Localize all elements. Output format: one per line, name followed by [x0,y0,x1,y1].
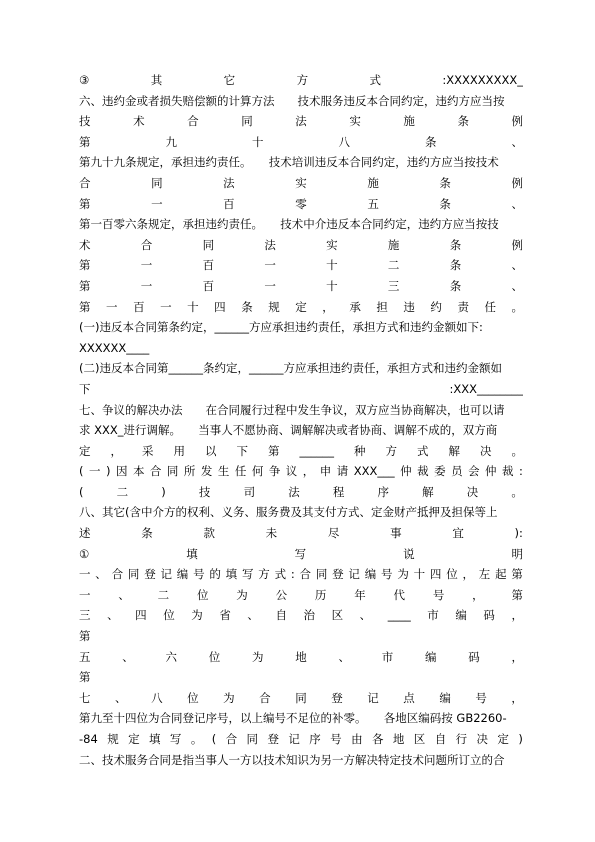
line-token: 司 [243,484,256,499]
line-token: 条 [449,278,462,293]
line-token: 位 [196,587,209,602]
line-token: 市 [381,649,394,664]
line-token: 十 [187,299,199,314]
line-token: 三 [79,608,91,623]
line-token: 条 [449,258,462,273]
line-token: 为 [397,567,409,582]
text-line: 二、技术服务合同是指当事人一方以技术知识为另一方解决特定技术问题所订立的合 [79,752,505,767]
line-token: 编 [364,567,377,582]
line-token: 记 [288,732,300,746]
text-line [79,544,523,565]
line-token: 说 [403,546,415,561]
text-line: 第九十九条规定，承担违约责任。 技术培训违反本合同约定，违约方应当按技术 [79,155,499,170]
line-token: 宜 [452,526,464,541]
line-token: 它 [223,73,236,87]
line-token: 九 [165,134,177,149]
line-token: ) [105,464,111,479]
line-token: 零 [295,196,307,211]
line-token: 术 [79,237,91,252]
line-token: 点 [403,690,415,705]
line-token: 施 [403,114,415,129]
line-token: 尽 [327,526,340,541]
line-token: 同 [202,237,215,252]
text-line [79,255,523,276]
line-token: 、 [359,608,372,623]
line-token: 地 [295,649,307,664]
line-token: ) [161,484,166,499]
line-token: 号 [475,690,487,705]
line-token: 六 [165,649,177,664]
line-token: 条 [241,299,253,314]
line-token: ____ [387,608,411,623]
text-line [79,729,523,750]
line-token: 地 [392,732,405,746]
line-token: ， [462,567,474,582]
line-token: 因 [115,464,128,479]
line-token: ① [79,546,90,561]
line-token: 解 [422,484,434,499]
line-token: 实 [326,237,338,252]
line-token: 裁 [417,464,429,479]
line-token: 所 [183,464,196,479]
line-token: 治 [303,608,315,623]
line-token: 第 [79,196,91,211]
line-token: 八 [151,690,163,705]
line-token: 定 [295,299,307,314]
line-token: 为 [223,690,235,705]
line-token: 一 [160,299,172,314]
line-token: 规 [268,299,280,314]
line-token: 规 [107,732,119,746]
line-token: 八 [338,134,350,149]
line-token: 登 [331,690,343,705]
line-token: 方 [385,443,397,458]
line-token: 合 [79,175,91,190]
line-token: 条 [141,526,153,541]
line-token: 、 [118,587,130,602]
line-token: 公 [275,587,288,602]
line-token: 请 [336,464,349,479]
line-token: 序 [377,484,389,499]
line-token: 施 [367,175,379,190]
line-token: 编 [176,567,189,582]
line-token: 、 [247,608,259,623]
line-token: 记 [160,567,172,582]
text-line: 第九至十四位为合同登记序号，以上编号不足位的补零。 各地区编码按 GB2260- [79,711,507,726]
line-token: 填 [225,567,238,582]
text-line: XXXXXX____ [79,340,150,355]
line-token: 款 [203,526,215,541]
line-token: ( [79,484,84,499]
line-token: 为 [236,587,248,602]
line-token: 第 [79,134,91,149]
line-token: 第 [79,258,91,273]
line-token: 登 [144,567,156,582]
line-token: 施 [387,237,400,252]
line-token: 二 [157,587,170,602]
line-token: 区 [331,608,344,623]
line-token: 自 [275,608,287,623]
line-token: 式 [274,567,287,582]
text-line: 第一百零六条规定，承担违约责任。 技术中介违反本合同约定，违约方应当按技 [79,217,499,232]
line-token: 何 [251,464,264,479]
line-token: ， [110,443,122,458]
line-token: 同 [295,690,307,705]
line-token: 条 [449,237,462,252]
line-token: 十 [252,134,264,149]
line-token: 左 [478,567,491,582]
line-token: 术 [133,114,145,129]
line-token: 方 [258,567,270,582]
line-token: 违 [403,299,415,314]
line-token: 位 [446,567,458,582]
line-token: 区 [413,732,426,746]
text-line: 六、违约金或者损失赔偿额的计算方法 技术服务违反本合同约定，违约方应当按 [79,93,505,108]
line-token: ______ [299,443,334,458]
line-token: 位 [208,649,221,664]
text-line [79,70,523,91]
text-line [79,441,523,462]
line-token: 三 [387,278,400,293]
line-token: 仲 [400,464,412,479]
document-page [79,70,523,770]
line-token: 决 [480,443,492,458]
text-line: 求 XXX_进行调解。 当事人不愿协商、调解解决或者协商、调解不成的，双方商 [79,423,498,438]
line-token: 第 [511,587,523,602]
line-token: 自 [434,732,447,746]
line-token: 合 [111,567,124,582]
line-token: 、 [95,567,107,582]
line-token: 条 [439,196,451,211]
line-token: -84 [79,732,98,746]
line-token: ( [79,464,84,479]
line-token: 第 [511,567,523,582]
line-token: 实 [349,114,361,129]
line-token: 下 [236,443,248,458]
line-token: 、 [511,134,523,149]
line-token: 号 [193,567,205,582]
line-token: 定 [497,732,509,746]
line-token: 式 [369,73,381,87]
line-token: 其 [150,73,163,87]
line-token: ， [511,690,523,705]
line-token: 程 [332,484,345,499]
line-token: 定 [79,443,91,458]
text-line [79,235,523,256]
line-token: 、 [511,258,523,273]
line-token: 百 [133,299,145,314]
line-token: 。 [511,443,523,458]
line-token: 议 [285,464,298,479]
text-line [79,276,523,297]
line-token: 十 [326,278,338,293]
line-token: 例 [511,175,523,190]
line-token: 登 [267,732,279,746]
line-token: 决 [476,732,489,746]
line-token: 、 [107,608,119,623]
line-token: 为 [252,649,264,664]
line-token: 下 [79,381,91,396]
text-line [79,297,523,318]
line-token: 位 [187,690,199,705]
line-token: ， [302,464,315,479]
line-token: 法 [223,175,235,190]
text-line: (一)违反本合同第条约定，______方应承担违约责任，承担方式和违约金额如下: [79,320,483,335]
line-token: ， [511,608,523,623]
text-line [79,523,523,544]
line-token: ， [511,649,523,664]
line-token: 二 [387,258,400,273]
line-token: 、 [511,278,523,293]
line-token: 行 [455,732,468,746]
line-token: 省 [219,608,231,623]
line-token: 条 [439,175,451,190]
line-token: ) [518,732,523,746]
line-token: 一 [79,587,91,602]
line-token: 员 [451,464,463,479]
line-token: 裁 [502,464,514,479]
line-token: 一 [79,567,91,582]
line-token: 号 [330,732,342,746]
line-token: 历 [314,587,327,602]
line-token: 第 [268,443,280,458]
line-token: 合 [149,464,162,479]
line-token: :XXX________ [449,381,523,396]
text-line [79,564,523,585]
line-token: 同 [315,567,328,582]
line-token: 责 [457,299,469,314]
line-token: 四 [135,608,147,623]
line-token: ， [472,587,484,602]
line-token: 第 [79,299,91,314]
line-token: 实 [295,175,307,190]
line-token: 一 [140,258,153,273]
line-token: 明 [511,546,523,561]
line-token: 十 [326,258,338,273]
line-token: 定 [128,732,140,746]
line-token: 条 [457,114,469,129]
text-line [79,482,523,503]
line-token: 四 [429,567,442,582]
line-token: 。 [190,732,203,746]
line-token: 法 [295,114,307,129]
text-line [79,111,523,132]
line-token: 百 [223,196,235,211]
text-line: (二)违反本合同第______条约定，______方应承担违约责任，承担方式和违约金额如 [79,361,502,376]
line-token: 解 [448,443,460,458]
line-token: 、 [115,690,127,705]
line-token: 式 [417,443,429,458]
text-line: 第 [79,629,91,644]
line-token: 法 [264,237,276,252]
line-token: :XXXXXXXXX_ [442,73,523,87]
line-token: 用 [173,443,185,458]
line-token: 市 [427,608,439,623]
line-token: 技 [198,484,211,499]
text-line [79,379,523,400]
line-token: 。 [511,484,523,499]
line-token: 条 [425,134,437,149]
line-token: 约 [430,299,442,314]
line-token: 号 [381,567,393,582]
line-token: 生 [217,464,230,479]
line-token: 任 [484,299,496,314]
text-line: 第 [79,670,91,685]
line-token: 任 [234,464,247,479]
line-token: 述 [79,526,91,541]
line-token: 一 [264,258,276,273]
line-token: 承 [349,299,361,314]
line-token: : [519,464,523,479]
line-token: 的 [209,567,221,582]
line-token: 码 [468,649,480,664]
line-token: 同 [151,175,163,190]
line-token: 二 [116,484,129,499]
line-token: 记 [348,567,360,582]
line-token: 决 [466,484,479,499]
line-token: ): [514,526,523,541]
line-token: 各 [371,732,384,746]
line-token: 十 [413,567,426,582]
line-token: 编 [455,608,467,623]
text-line: 七、争议的解决办法 在合同履行过程中发生争议，双方应当协商解决，也可以请 [79,402,505,417]
line-token: 例 [511,237,523,252]
line-token: XXX___ [353,464,395,479]
line-token: 合 [225,732,238,746]
line-token: 以 [205,443,217,458]
line-token: 、 [122,649,134,664]
line-token: 为 [191,608,203,623]
line-token: 代 [393,587,405,602]
line-token: 未 [265,526,278,541]
line-token: ③ [79,73,90,87]
line-token: 、 [511,196,523,211]
line-token: 码 [483,608,495,623]
line-token: 记 [367,690,379,705]
line-token: 发 [200,464,213,479]
line-token: 一 [151,196,163,211]
line-token: 同 [127,567,140,582]
line-token: 合 [187,114,199,129]
line-token: 。 [511,299,523,314]
line-token: 、 [338,649,350,664]
text-line [79,688,523,709]
line-token: 申 [319,464,332,479]
line-token: 号 [432,587,445,602]
line-token: 一 [106,299,118,314]
line-token: 登 [332,567,344,582]
line-token: 四 [214,299,226,314]
line-token: 法 [288,484,300,499]
line-token: ， [322,299,334,314]
line-token: 由 [351,732,363,746]
line-token: 合 [259,690,271,705]
line-token: 填 [186,546,198,561]
line-token: ( [211,732,217,746]
line-token: 委 [434,464,446,479]
line-token: 一 [264,278,276,293]
line-token: 写 [169,732,182,746]
line-token: 写 [241,567,254,582]
line-token: 年 [354,587,366,602]
line-token: 合 [140,237,153,252]
line-token: 采 [142,443,154,458]
line-token: 位 [163,608,175,623]
line-token: 七 [79,690,91,705]
line-token: 方 [296,73,309,87]
line-token: 担 [376,299,388,314]
line-token: 种 [354,443,366,458]
line-token: 百 [202,278,215,293]
line-token: 写 [294,546,307,561]
line-token: 第 [79,278,91,293]
line-token: 会 [468,464,480,479]
text-line [79,605,523,626]
line-token: 序 [309,732,321,746]
line-token: 合 [299,567,312,582]
line-token: 争 [268,464,281,479]
line-token: : [290,567,295,582]
line-token: 填 [149,732,161,746]
line-token: 例 [511,114,523,129]
text-line [79,461,523,482]
text-line [79,194,523,215]
line-token: 一 [88,464,101,479]
line-token: 同 [241,114,253,129]
line-token: 五 [367,196,379,211]
text-line: 八、其它(含中介方的权利、义务、服务费及其支付方式、定金财产抵押及担保等上 [79,505,498,520]
text-line [79,173,523,194]
line-token: 编 [439,690,451,705]
line-token: 编 [425,649,437,664]
line-token: 同 [246,732,259,746]
line-token: 五 [79,649,91,664]
line-token: 百 [202,258,215,273]
line-token: 本 [132,464,145,479]
line-token: 起 [495,567,507,582]
text-line [79,132,523,153]
line-token: 事 [390,526,402,541]
line-token: 一 [140,278,153,293]
line-token: 技 [79,114,91,129]
line-token: 仲 [485,464,497,479]
line-token: 同 [166,464,179,479]
text-line [79,585,523,606]
text-line [79,647,523,668]
